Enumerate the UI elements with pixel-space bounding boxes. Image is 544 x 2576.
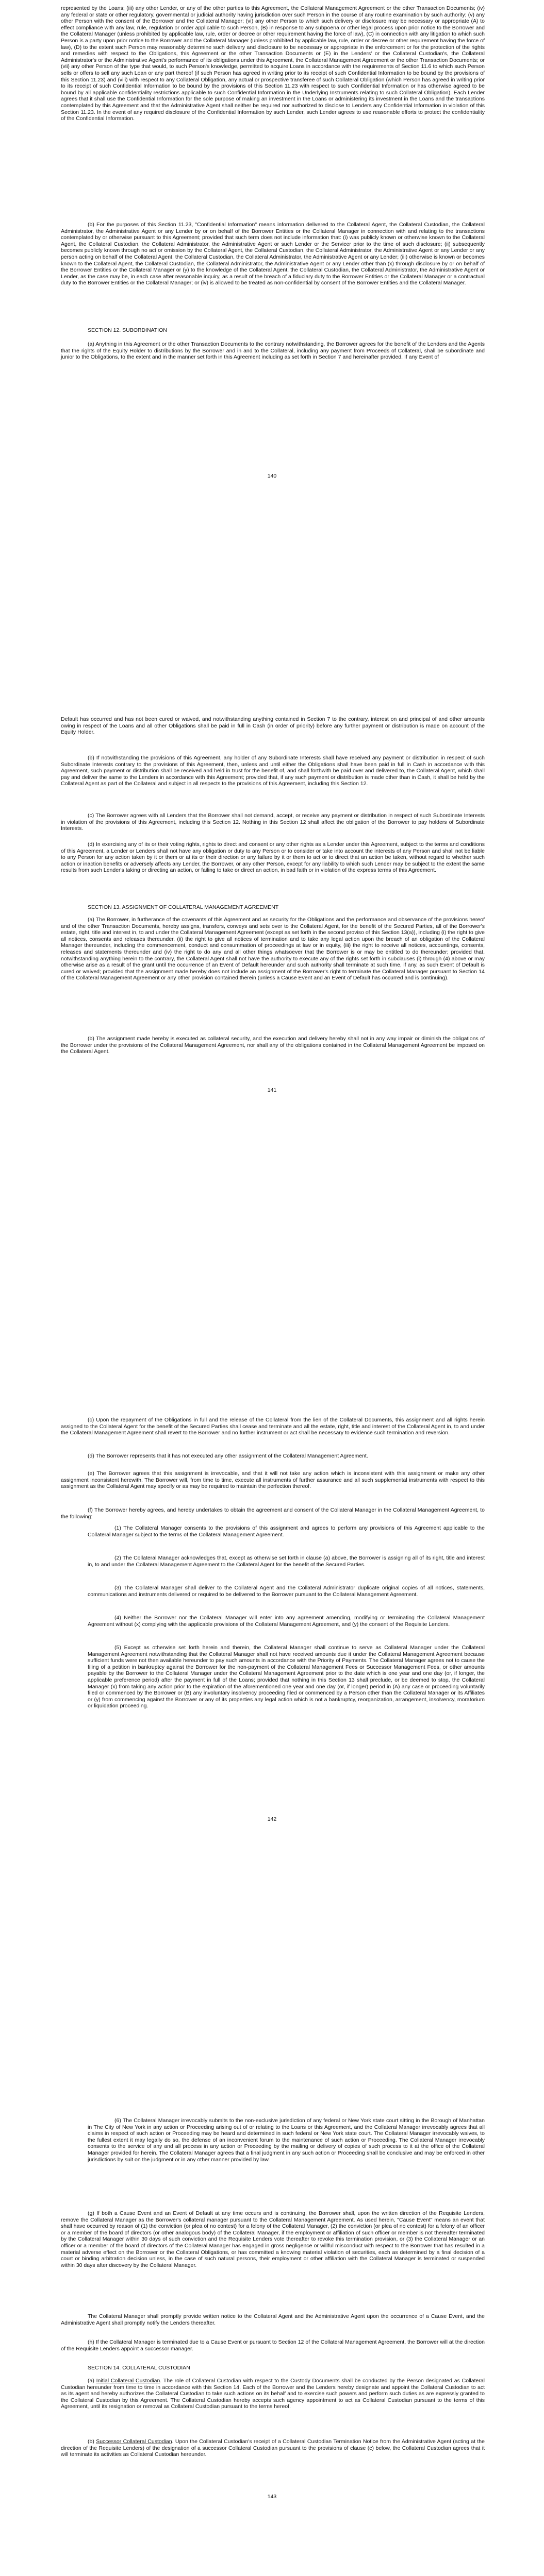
list-item-2: (2) The Collateral Manager acknowledges that, except as otherwise set forth in clause (a) above, the Borrower is assigning all of its right, title and interest in, to and under the Collateral Management Agreement to the Collateral Agent for the benefit of the Secured Parties. (88, 1555, 485, 1568)
paragraph-12-d: (d) In exercising any of its or their voting rights, rights to direct and consent or any other rights as a Lender under this Agreement, subject to the terms and conditions of this Agreement, a Lender or Lenders shall not have any obligation or duty to any Person or to consider or take into account the interests of any Person and shall not be liable to any Person for any action taken by it or them or at its or their direction or any failure by it or them to act or to direct that an action be taken, without regard to whether such action or inaction benefits or adversely affects any Lender, the Borrower, or any other Person, except for any liability to which such Lender may be subject to the extent the same results from such Lender's taking or directing an action, or failing to take or direct an action, in bad faith or in violation of the express terms of this Agreement. (61, 841, 485, 874)
paragraph-13-e: (e) The Borrower agrees that this assignment is irrevocable, and that it will not take any action which is inconsistent with this assignment or make any other assignment inconsistent herewith. The Borrower will, from time to time, execute all instruments of further assurance and all such supplemental instruments with respect to this assignment as the Collateral Agent may specify or as may be required to maintain the perfection thereof. (61, 1470, 485, 1490)
paragraph-12-a-cont: Default has occurred and has not been cured or waived, and notwithstanding anything contained in Section 7 to the contrary, interest on and principal of and other amounts owing in respect of the Loans and all other Obligations shall be paid in full in Cash (in order of priority) before any further payment or distribution is made on account of the Equity Holder. (61, 716, 485, 736)
section-12-heading: SECTION 12. SUBORDINATION (88, 327, 167, 333)
section-13-heading: SECTION 13. ASSIGNMENT OF COLLATERAL MANAGEMENT AGREEMENT (88, 904, 279, 910)
paragraph-14-b-label: (b) (88, 2438, 96, 2445)
paragraph-13-h: (h) If the Collateral Manager is terminated due to a Cause Event or pursuant to Section 12 of the Collateral Management Agreement, the Borrower will at the direction of the Requisite Lenders appoint a successor manager. (61, 2339, 485, 2352)
paragraph-12-b: (b) If notwithstanding the provisions of this Agreement, any holder of any Subordinate Interests shall have received any payment or distribution in respect of such Subordinate Interests contrary to the provisions of this Agreement, then, unless and until either the Obligations shall have been paid in full in Cash in accordance with this Agreement, such payment or distribution shall be received and held in trust for the benefit of, and shall forthwith be paid over and delivered to, the Collateral Agent, which shall pay and deliver the same to the Lenders in accordance with this Agreement; provided that, if any such payment or distribution is made other than in Cash, it shall be held by the Collateral Agent as part of the Collateral and subject in all respects to the provisions of this Agreement, including this Section 12. (61, 755, 485, 787)
list-item-3: (3) The Collateral Manager shall deliver to the Collateral Agent and the Collateral Administrator duplicate original copies of all notices, statements, communications and instruments delivered or required to be delivered to the Borrower pursuant to the Collateral Management Agreement. (88, 1585, 485, 1598)
page-143 (0, 2110, 544, 2576)
page-141 (0, 703, 544, 1406)
paragraph-14-a (61, 2378, 485, 2410)
paragraph-12-a: (a) Anything in this Agreement or the other Transaction Documents to the contrary notwithstanding, the Borrower agrees for the benefit of the Lenders and the Agents that the rights of the Equity Holder to distributions by the Borrower and in and to the Collateral, including any payment from Proceeds of Collateral, shall be subordinate and junior to the Obligations, to the extent and in the manner set forth in this Agreement including as set forth in Section 7 and hereinafter provided. If any Event of (61, 341, 485, 361)
paragraph-13-f: (f) The Borrower hereby agrees, and hereby undertakes to obtain the agreement and consent of the Collateral Manager in the Collateral Management Agreement, to the following: (61, 1507, 485, 1520)
page-140 (0, 0, 544, 703)
paragraph-13-d: (d) The Borrower represents that it has not executed any other assignment of the Collateral Management Agreement. (88, 1453, 368, 1459)
list-item-5: (5) Except as otherwise set forth herein and therein, the Collateral Manager shall continue to serve as Collateral Manager under the Collateral Management Agreement notwithstanding that the Collateral Manager shall not have received amounts due it under the Collateral Management Agreement because sufficient funds were not then available hereunder to pay such amounts in accordance with the Priority of Payments. The Collateral Manager agrees not to cause the filing of a petition in bankruptcy against the Borrower for the non-payment of the Collateral Management Fees or Successor Management Fees, or other amounts payable by the Borrower to the Collateral Manager under the Collateral Management Agreement prior to the date which is one year and one day (or, if longer, the applicable preference period) after the payment in full of the Loans; provided that nothing in this Section 13 shall preclude, or be deemed to stop, the Collateral Manager (x) from taking any action prior to the expiration of the aforementioned one year and one day (or, if longer) period in (A) any case or proceeding voluntarily filed or commenced by the Borrower or (B) any involuntary insolvency proceeding filed or commenced by a Person other than the Collateral Manager or its Affiliates or (y) from commencing against the Borrower or any of its properties any legal action which is not a bankruptcy, reorganization, arrangement, insolvency, moratorium or liquidation proceeding. (88, 1645, 485, 1709)
page-number: 143 (267, 2494, 277, 2500)
paragraph-11-23-b: (b) For the purposes of this Section 11.23, "Confidential Information" means information delivered to the Collateral Agent, the Collateral Custodian, the Collateral Administrator, the Administrative Agent or any Lender by or on behalf of the Borrower Entities or the Collateral Manager in connection with and relating to the transactions contemplated by or otherwise pursuant to this Agreement; provided that such term does not include information that: (i) was publicly known or otherwise known to the Collateral Agent, the Collateral Custodian, the Collateral Administrator, the Administrative Agent or such Lender or the Servicer prior to the time of such disclosure; (ii) subsequently becomes publicly known through no act or omission by the Collateral Agent, the Collateral Custodian, the Collateral Administrator, the Administrative Agent or any Lender or any person acting on behalf of the Collateral Agent, the Collateral Custodian, the Collateral Administrator, the Administrative Agent or any Lender; (iii) otherwise is known or becomes known to the Collateral Agent, the Collateral Custodian, the Collateral Administrator, the Administrative Agent or any Lender other than (x) through disclosure by or on behalf of the Borrower Entities or the Collateral Manager or (y) to the knowledge of the Collateral Agent, the Collateral Custodian, the Collateral Administrator, the Administrative Agent or Lender, as the case may be, in each case after reasonable inquiry, as a result of the breach of a fiduciary duty to the Borrower Entities or the Collateral Manager or a contractual duty to the Borrower Entities or the Collateral Manager; or (iv) is allowed to be treated as non-confidential by consent of the Borrower Entities and the Collateral Manager. (61, 222, 485, 286)
paragraph-13-c: (c) Upon the repayment of the Obligations in full and the release of the Collateral from the lien of the Collateral Documents, this assignment and all rights herein assigned to the Collateral Agent for the benefit of the Secured Parties shall cease and terminate and all the estate, right, title and interest of the Collateral Agent in, to and under the Collateral Management Agreement shall revert to the Borrower and no further instrument or act shall be necessary to evidence such termination and reversion. (61, 1417, 485, 1436)
paragraph-14-a-body: . The role of Collateral Custodian with respect to the Custody Documents shall be conducted by the Person designated as Collateral Custodian hereunder from time to time in accordance with this Section 14. Each of the Borrower and the Lenders hereby designate and appoint the Collateral Custodian to act as its agent and hereby authorizes the Collateral Custodian to take such actions on its behalf and to exercise such powers and perform such duties as are expressly granted to the Collateral Custodian by this Agreement. The Collateral Custodian hereby accepts such agency appointment to act as Collateral Custodian pursuant to the terms of this Agreement, until its resignation or removal as Collateral Custodian pursuant to the terms hereof. (61, 2378, 485, 2410)
paragraph-14-b-title: Successor Collateral Custodian (96, 2438, 172, 2445)
page-number: 140 (267, 473, 277, 479)
paragraph-13-g: (g) If both a Cause Event and an Event of Default at any time occurs and is continuing, the Borrower shall, upon the written direction of the Requisite Lenders, remove the Collateral Manager as the Borrower's collateral manager pursuant to the Collateral Management Agreement. As used herein, "Cause Event" means an event that shall have occurred by reason of (1) the conviction (or plea of no contest) for a felony of the Collateral Manager, (2) the conviction (or plea of no contest) for a felony of an officer or a member of the board of directors (or other analogous body) of the Collateral Manager, if the employment or affiliation of such officer or member is not thereafter terminated by the Collateral Manager within 30 days of such conviction and the Requisite Lenders vote thereafter to revoke this termination provision, or (3) the Collateral Manager or an officer or a member of the board of directors of the Collateral Manager has engaged in gross negligence or willful misconduct with respect to the Borrower that has resulted in a material adverse effect on the Borrower or the Collateral Obligations, or has committed a knowing material violation of securities, each as determined by a final decision of a court or binding arbitration decision unless, in the case of such natural persons, their employment or other affiliation with the Collateral Manager is terminated or suspended within 30 days after discovery by the Collateral Manager. (61, 2210, 485, 2268)
paragraph-13-b: (b) The assignment made hereby is executed as collateral security, and the execution and delivery hereby shall not in any way impair or diminish the obligations of the Borrower under the provisions of the Collateral Management Agreement, nor shall any of the obligations contained in the Collateral Management Agreement be imposed on the Collateral Agent. (61, 1036, 485, 1055)
page-number: 142 (267, 1816, 277, 1822)
paragraph-14-b-body: . Upon the Collateral Custodian's receipt of a Collateral Custodian Termination Notice from the Administrative Agent (acting at the direction of the Requisite Lenders) of the designation of a successor Collateral Custodian pursuant to the provisions of clause (c) below, the Collateral Custodian agrees that it will terminate its activities as Collateral Custodian hereunder. (61, 2438, 485, 2458)
paragraph-14-b (61, 2438, 485, 2458)
paragraph-14-a-title: Initial Collateral Custodian (96, 2378, 160, 2384)
paragraph-cause-event-notice: The Collateral Manager shall promptly provide written notice to the Collateral Agent and the Administrative Agent upon the occurrence of a Cause Event, and the Administrative Agent shall promptly notify the Lenders thereafter. (61, 2313, 485, 2326)
paragraph-11-23-a-tail: represented by the Loans; (iii) any other Lender, or any of the other parties to this Agreement, the Collateral Management Agreement or the other Transaction Documents; (iv) any federal or state or other regulatory, governmental or judicial authority having jurisdiction over such Person in the course of any routine examination by such authority; (v) any other Person with the consent of the Borrower and the Collateral Manager; (vi) any other Person to which such delivery or disclosure may be necessary or appropriate (A) to effect compliance with any law, rule, regulation or order applicable to such Person, (B) in response to any subpoena or other legal process upon prior notice to the Borrower and the Collateral Manager (unless prohibited by applicable law, rule, order or decree or other requirement having the force of law), (C) in connection with any litigation to which such Person is a party upon prior notice to the Borrower and the Collateral Manager (unless prohibited by applicable law, rule, order or decree or other requirement having the force of law), (D) to the extent such Person may reasonably determine such delivery and disclosure to be necessary or appropriate in the enforcement or for the protection of the rights and remedies with respect to the Obligations, this Agreement or the other Transaction Documents or (E) in the Lenders' or the Collateral Custodian's, the Collateral Administrator's or the Administrative Agent's performance of its obligations under this Agreement, the Collateral Management Agreement or the other Transaction Documents; or (vii) any other Person of the type that would, to such Person's knowledge, permitted to acquire Loans in accordance with the requirements of Section 11.6 to which such Person sells or offers to sell any such Loan or any part thereof (if such Person has agreed in writing prior to its receipt of such Confidential Information to be bound by the provisions of this Section 11.23) and (viii) with respect to any Collateral Obligation, any actual or prospective transferee of such Collateral Obligation (which Person has agreed in writing prior to its receipt of such Confidential Information to be bound by the provisions of this Section 11.23 with respect to such Confidential Information or has otherwise agreed to be bound by all applicable confidentiality restrictions applicable to such Confidential Information in the Underlying Instruments relating to such Collateral Obligation). Each Lender agrees that it shall use the Confidential Information for the sole purpose of making an investment in the Loans or administering its investment in the Loans and the transactions contemplated by this Agreement and that the Administrative Agent shall neither be required nor authorized to disclose to Lenders any Confidential Information in violation of this Section 11.23. In the event of any required disclosure of the Confidential Information by such Lender, such Lender agrees to use reasonable efforts to protect the confidentiality of the Confidential Information. (61, 5, 485, 122)
page-142 (0, 1406, 544, 2110)
paragraph-14-a-label: (a) (88, 2378, 96, 2384)
list-item-6: (6) The Collateral Manager irrevocably submits to the non-exclusive jurisdiction of any federal or New York state court sitting in the Borough of Manhattan in The City of New York in any action or Proceeding arising out of or relating to the Loans or this Agreement, and the Collateral Manager irrevocably agrees that all claims in respect of such action or Proceeding may be heard and determined in such federal or New York state court. The Collateral Manager irrevocably waives, to the fullest extent it may legally do so, the defense of an inconvenient forum to the maintenance of such action or Proceeding. The Collateral Manager irrevocably consents to the service of any and all process in any action or Proceeding by the mailing or delivery of copies of such process to it at the office of the Collateral Manager provided for herein. The Collateral Manager agrees that a final judgment in any such action or Proceeding shall be conclusive and may be enforced in other jurisdictions by suit on the judgment or in any other manner provided by law. (88, 2117, 485, 2163)
list-item-4: (4) Neither the Borrower nor the Collateral Manager will enter into any agreement amending, modifying or terminating the Collateral Management Agreement without (x) complying with the applicable provisions of the Collateral Management Agreement, and (y) the consent of the Requisite Lenders. (88, 1615, 485, 1628)
paragraph-12-c: (c) The Borrower agrees with all Lenders that the Borrower shall not demand, accept, or receive any payment or distribution in respect of such Subordinate Interests in violation of the provisions of this Agreement, including this Section 12. Nothing in this Section 12 shall affect the obligation of the Borrower to pay holders of Subordinate Interests. (61, 812, 485, 832)
page-number: 141 (267, 1087, 277, 1093)
section-14-heading: SECTION 14. COLLATERAL CUSTODIAN (88, 2365, 190, 2371)
list-item-1: (1) The Collateral Manager consents to the provisions of this assignment and agrees to perform any provisions of this Agreement applicable to the Collateral Manager subject to the terms of the Collateral Management Agreement. (88, 1525, 485, 1538)
paragraph-13-a: (a) The Borrower, in furtherance of the covenants of this Agreement and as security for the Obligations and the performance and observance of the provisions hereof and of the other Transaction Documents, hereby assigns, transfers, conveys and sets over to the Collateral Agent, for the benefit of the Secured Parties, all of the Borrower's estate, right, title and interest in, to and under the Collateral Management Agreement (except as set forth in the second proviso of this Section 13(a)), including (i) the right to give all notices, consents and releases thereunder, (ii) the right to give all notices of termination and to take any legal action upon the breach of an obligation of the Collateral Manager thereunder, including the commencement, conduct and consummation of proceedings at law or in equity, (iii) the right to receive all notices, accountings, consents, releases and statements thereunder and (iv) the right to do any and all other things whatsoever that the Borrower is or may be entitled to do thereunder; provided that, notwithstanding anything herein to the contrary, the Collateral Agent shall not have the authority to execute any of the rights set forth in subclauses (i) through (4) above or may otherwise arise as a result of the grant until the occurrence of an Event of Default hereunder and such authority shall terminate at such time, if any, as such Event of Default is cured or waived; provided that the assignment made hereby does not include an assignment of the Borrower's right to terminate the Collateral Manager pursuant to Section 14 of the Collateral Management Agreement or any other provision contained therein (unless a Cause Event and an Event of Default has occurred and is continuing). (61, 917, 485, 981)
